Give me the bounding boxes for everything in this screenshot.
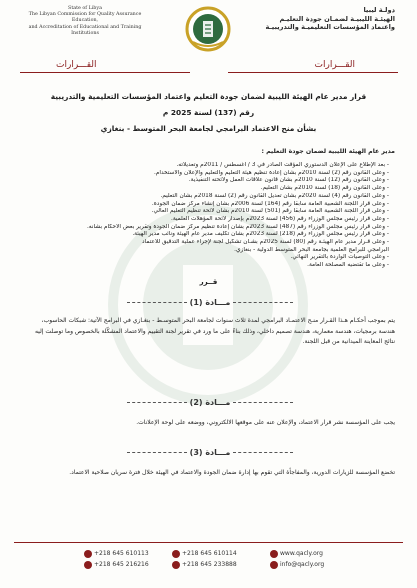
footer-web (268, 548, 324, 570)
legal-basis-item: - وعلى التوصيات الواردة بالتقرير النهائي. (290, 254, 389, 261)
header-english-block (20, 6, 150, 37)
phone-icon (172, 561, 180, 569)
section-label-right: القـــرارات (314, 60, 355, 70)
article-label: مـــادة (2) (189, 398, 231, 407)
legal-basis-item: البرامجي للبرامج العلمية بجامعة البحر المتوسط الدولية - بنغازي. (234, 246, 389, 253)
footer-divider (14, 542, 403, 543)
legal-basis-item: - وعلى القانون رقم (18) لسنة 2010م بشأن التعليم. (260, 185, 389, 192)
header-english-line: The Libyan Commission for Quality Assurance Education, (28, 12, 142, 24)
legal-basis-item: - وعلى القانون رقم (2) لسنة 2010م بشأن إعادة تنظيم هيئة التعليم والتعليم والإعلان والاستخدام. (153, 169, 389, 176)
legal-basis-list (44, 162, 389, 270)
article-2-text: يجب على المؤسسة نشر قرار الاعتماد، والإعلان عنه على موقعها الالكتروني، ووضعه على لوحة الإعلانات. (136, 419, 395, 426)
article-label: مـــادة (3) (189, 448, 231, 457)
legal-basis-item: - وعلى قرار رئيس مجلس الوزراء رقم (456) لسنة 2023م بإصدار لائحة المؤهلات العلمية. (170, 215, 389, 222)
phone-number: +218 645 610114 (182, 550, 237, 557)
divider (127, 302, 187, 303)
header-divider-right (228, 72, 398, 73)
footer-phones-b (170, 548, 237, 570)
divider (233, 302, 293, 303)
phone-icon (84, 561, 92, 569)
legal-basis-item: - وعلى القانون رقم (4) لسنة 2020م بشأن تعديل القانون رقم (2) لسنة 2018م بشأن التعليم. (160, 192, 389, 199)
legal-basis-item: - وعلى قرار اللجنة الشعبية العامة سابقاً رقم (164) لسنة 2006م بشأن إنشاء مركز ضمان الجودة. (151, 200, 389, 207)
header-arabic-block (255, 6, 395, 32)
legal-basis-item: - وعلى قرار اللجنة الشعبية العامة سابقاً رقم (501) لسنة 2010م بشأن لائحة تنظيم التعليم العالي. (151, 208, 389, 215)
article-label: مـــادة (1) (189, 298, 231, 307)
divider (233, 452, 293, 453)
article-1-heading (120, 298, 300, 307)
commission-logo-icon (185, 6, 231, 52)
header-arabic-line: دولـة ليبيا (363, 6, 395, 14)
legal-basis-item: - وعلى القانون رقم (12) لسنة 2010م بشأن قانون علاقات العمل ولائحته التنفيذية. (188, 177, 389, 184)
divider (127, 452, 187, 453)
legal-basis-item: - بعد الإطلاع على الإعلان الدستوري المؤقت الصادر في 3 / أغسطس / 2011م وتعديلاته. (176, 162, 389, 168)
divider (127, 402, 187, 403)
phone-icon (84, 550, 92, 558)
phone-number: +218 645 216216 (94, 561, 149, 568)
decision-number: رقم (137) لسنة 2025 م (162, 108, 255, 117)
email-link[interactable]: info@qacly.org (280, 561, 325, 568)
article-1-text: يتم بموجب أحكـام هـذا القـرار منـح الاعتمـاد البرامجي لمدة ثلاث سنوات لجامعة البحر المتوسـط - بنغـازي في البرامج الآتية: شبكات الحاسوب، هندسة برمجيات، هندسة معمارية، هندسة تصميم داخلي، وذلك بناءً على ما ورد في تقرير لجنة التقييم والاعتماد المشكّلة بالخصوص وما توصلت إليه نتائج المعاينة الميدانية من قبل اللجنة. (34, 317, 395, 345)
header-arabic-line: واعتماد المؤسسات التعليميـة والتدريبيـة (265, 23, 395, 32)
phone-number: +218 645 233888 (182, 561, 237, 568)
globe-icon (270, 550, 278, 558)
website-link[interactable]: www.qacly.org (280, 550, 323, 557)
decides-heading: قــرر (199, 278, 218, 286)
mail-icon (270, 561, 278, 569)
footer-phones-a (82, 548, 149, 570)
legal-basis-item: - وعلى ما تقتضيه المصلحة العامة. (307, 262, 389, 269)
preamble: مدير عام الهيئة الليبية لضمان جودة التعليم : (261, 148, 395, 155)
decision-subject: بشأن منح الاعتماد البرامجي لجامعة البحر المتوسط - بنغازي (100, 124, 317, 133)
header-divider-left (20, 72, 190, 73)
header-english-line: and Accreditation of Educational and Training Institutions (28, 24, 142, 36)
legal-basis-item: - وعلى قرار رئيس مجلس الوزراء رقم (487) لسنة 2023م بشأن إعادة تنظيم مركز ضمان الجودة وتقرير بعض الأحكام بشأنه. (86, 223, 389, 230)
phone-number: +218 645 610113 (94, 550, 149, 557)
phone-icon (172, 550, 180, 558)
legal-basis-item: - وعلى قرار رئيس مجلس الوزراء رقم (218) لسنة 2023م بشأن تكليف مدير عام الهيئة ونائب مدير الهيئة. (132, 231, 389, 238)
article-3-heading (120, 448, 300, 457)
article-2-heading (120, 398, 300, 407)
header-english-line: State of Libya (68, 6, 102, 11)
article-3-text: تخضع المؤسسة للزيارات الدورية، والمفاجأة التي تقوم بها إدارة ضمان الجودة والاعتماد في الهيئة خلال فترة سريان صلاحية الاعتماد. (69, 469, 395, 476)
divider (233, 402, 293, 403)
header-arabic-line: الهيئـة الليبيـة لضمـان جودة التعليـم (279, 14, 395, 23)
decision-title: قرار مدير عام الهيئة الليبية لضمان جودة التعليم واعتماد المؤسسات التعليمية والتدريبية (50, 92, 367, 101)
section-label-left: القـــرارات (56, 60, 97, 70)
legal-basis-item: - وعلى قـرار مدير عام الهيئـة رقم (80) لسنة 2025م بشـأن تشكيل لجنة لإجراء عملية التدقيق للاعتماد (142, 239, 389, 246)
